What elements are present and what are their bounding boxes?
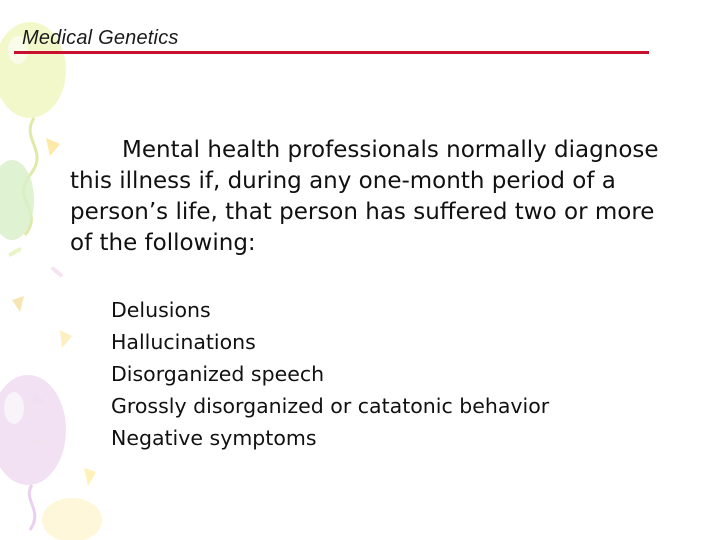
confetti-dash-2 — [50, 266, 63, 278]
confetti-2 — [12, 296, 24, 312]
list-item: Grossly disorganized or catatonic behavior — [111, 394, 550, 418]
balloon-lilac-highlight — [4, 392, 24, 424]
list-item: Negative symptoms — [111, 426, 317, 450]
list-item: Disorganized speech — [111, 362, 325, 386]
list-item: Delusions — [111, 298, 211, 322]
balloon-string-2 — [29, 485, 35, 530]
list-item: Hallucinations — [111, 330, 256, 354]
balloon-pale — [42, 498, 102, 540]
confetti-1 — [46, 138, 60, 156]
confetti-dash-1 — [8, 247, 22, 257]
intro-paragraph: Mental health professionals normally diagnose this illness if, during any one-month period of a person’s life, that person has suffered two or more of the following: — [70, 137, 659, 256]
confetti-4 — [84, 468, 96, 486]
header-title: Medical Genetics — [22, 27, 179, 49]
criteria-list — [111, 294, 549, 454]
confetti-3 — [60, 330, 72, 348]
header-divider — [14, 51, 649, 54]
balloon-lilac — [0, 375, 66, 485]
